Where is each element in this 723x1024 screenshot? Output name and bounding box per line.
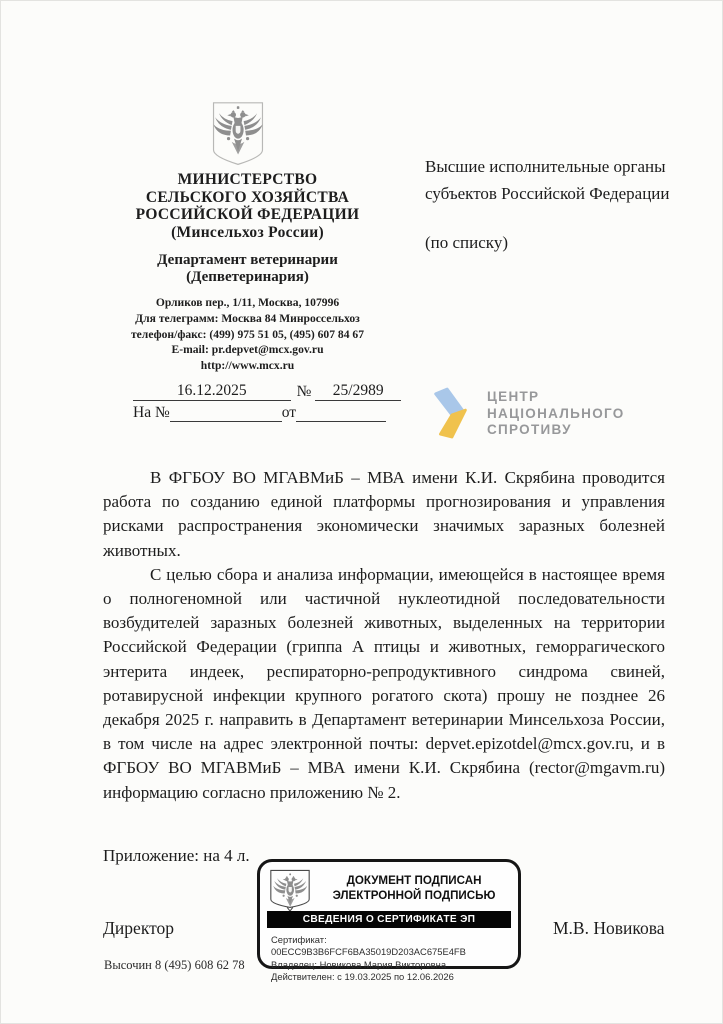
telegram-address: Для телеграмм: Москва 84 Минроссельхоз (135, 311, 360, 325)
executor-contact: Высочин 8 (495) 608 62 78 (104, 958, 245, 972)
stamp-title (316, 874, 512, 903)
signer-name: М.В. Новикова (553, 918, 665, 938)
recipient-note: (по списку) (425, 233, 508, 252)
stamp-title-line: ЭЛЕКТРОННОЙ ПОДПИСЬЮ (332, 888, 496, 902)
attachment-note: Приложение: на 4 л. (103, 846, 250, 865)
certificate-owner: Владелец: Новикова Мария Викторовна (271, 958, 447, 970)
incoming-reference-row (133, 403, 401, 422)
ministry-line: (Минсельхоз России) (171, 223, 324, 241)
coat-of-arms-icon (211, 101, 265, 167)
certificate-validity: Действителен: с 19.03.2025 по 12.06.2026 (271, 971, 454, 983)
certificate-info-bar: СВЕДЕНИЯ О СЕРТИФИКАТЕ ЭП (267, 911, 511, 928)
cns-text-line: НАЦІОНАЛЬНОГО (487, 405, 625, 421)
phone-fax: телефон/факс: (499) 975 51 05, (495) 607 84 67 (130, 327, 365, 341)
department-line: Департамент ветеринарии (157, 252, 338, 268)
ministry-line: СЕЛЬСКОГО ХОЗЯЙСТВА (145, 188, 350, 206)
body-paragraph: С целью сбора и анализа информации, имеющейся в настоящее время о полногеномной или частичной нуклеотидной последовательности возбудителей заразных болезней животных, выделенных на территории Российской Федерации (гриппа А птицы и животных, геморрагического энтерита индеек, респираторно-репродуктивного синдрома свиней, ротавирусной инфекции крупного рогатого скота) прошу не позднее 26 декабря 2025 г. направить в Департамент ветеринарии Минсельхоза России, в том числе на адрес электронной почты: depvet.epizotdel@mcx.gov.ru, и в ФГБОУ ВО МГАВМиБ – МВА имени К.И. Скрябина (rector@mgavm.ru) информацию согласно приложению № 2. (103, 564, 665, 802)
e-signature-stamp (257, 859, 521, 983)
reply-number-blank (170, 403, 282, 422)
ministry-line: МИНИСТЕРСТВО (177, 171, 318, 188)
certificate-number: Сертификат: 00ECC9B3B6FCF6BA35019D203AC675E4FB (271, 934, 466, 958)
letter-body (103, 466, 665, 805)
body-paragraph: В ФГБОУ ВО МГАВМиБ – МВА имени К.И. Скрябина проводится работа по созданию единой платформы прогнозирования и управления рисками распространения экономически значимых заразных болезней животных. (103, 468, 665, 560)
department-name (85, 252, 410, 286)
signer-position: Директор (103, 918, 175, 938)
recipient-line: Высшие исполнительные органы (425, 157, 666, 176)
reference-block (133, 382, 401, 422)
outgoing-reference-row (133, 382, 401, 401)
website-url: http://www.mcx.ru (200, 359, 295, 373)
stamp-coat-of-arms-icon (269, 869, 311, 913)
certificate-details (271, 934, 512, 984)
contact-block (85, 295, 410, 374)
department-line: (Депветеринария) (186, 269, 309, 285)
cns-chevron-icon (428, 386, 474, 442)
postal-address: Орликов пер., 1/11, Москва, 107996 (155, 296, 340, 309)
cns-text-line: ЦЕНТР (487, 389, 540, 405)
stamp-title-line: ДОКУМЕНТ ПОДПИСАН (346, 874, 482, 887)
number-sign: № (296, 383, 312, 400)
reply-prefix: На № (133, 404, 170, 421)
reply-from-label: от (281, 404, 297, 421)
ministry-line: РОССИЙСКОЙ ФЕДЕРАЦИИ (135, 206, 360, 223)
reply-date-blank (296, 403, 386, 422)
cns-watermark-logo (428, 386, 625, 442)
recipient-block (425, 153, 677, 256)
cns-text-line: СПРОТИВУ (487, 422, 572, 438)
ministry-name (85, 171, 410, 241)
letter-date: 16.12.2025 (133, 382, 291, 401)
recipient-line: субъектов Российской Федерации (425, 184, 670, 203)
cns-logo-text (487, 389, 625, 439)
email-address: E-mail: pr.depvet@mcx.gov.ru (171, 343, 324, 357)
letter-number: 25/2989 (315, 382, 401, 401)
